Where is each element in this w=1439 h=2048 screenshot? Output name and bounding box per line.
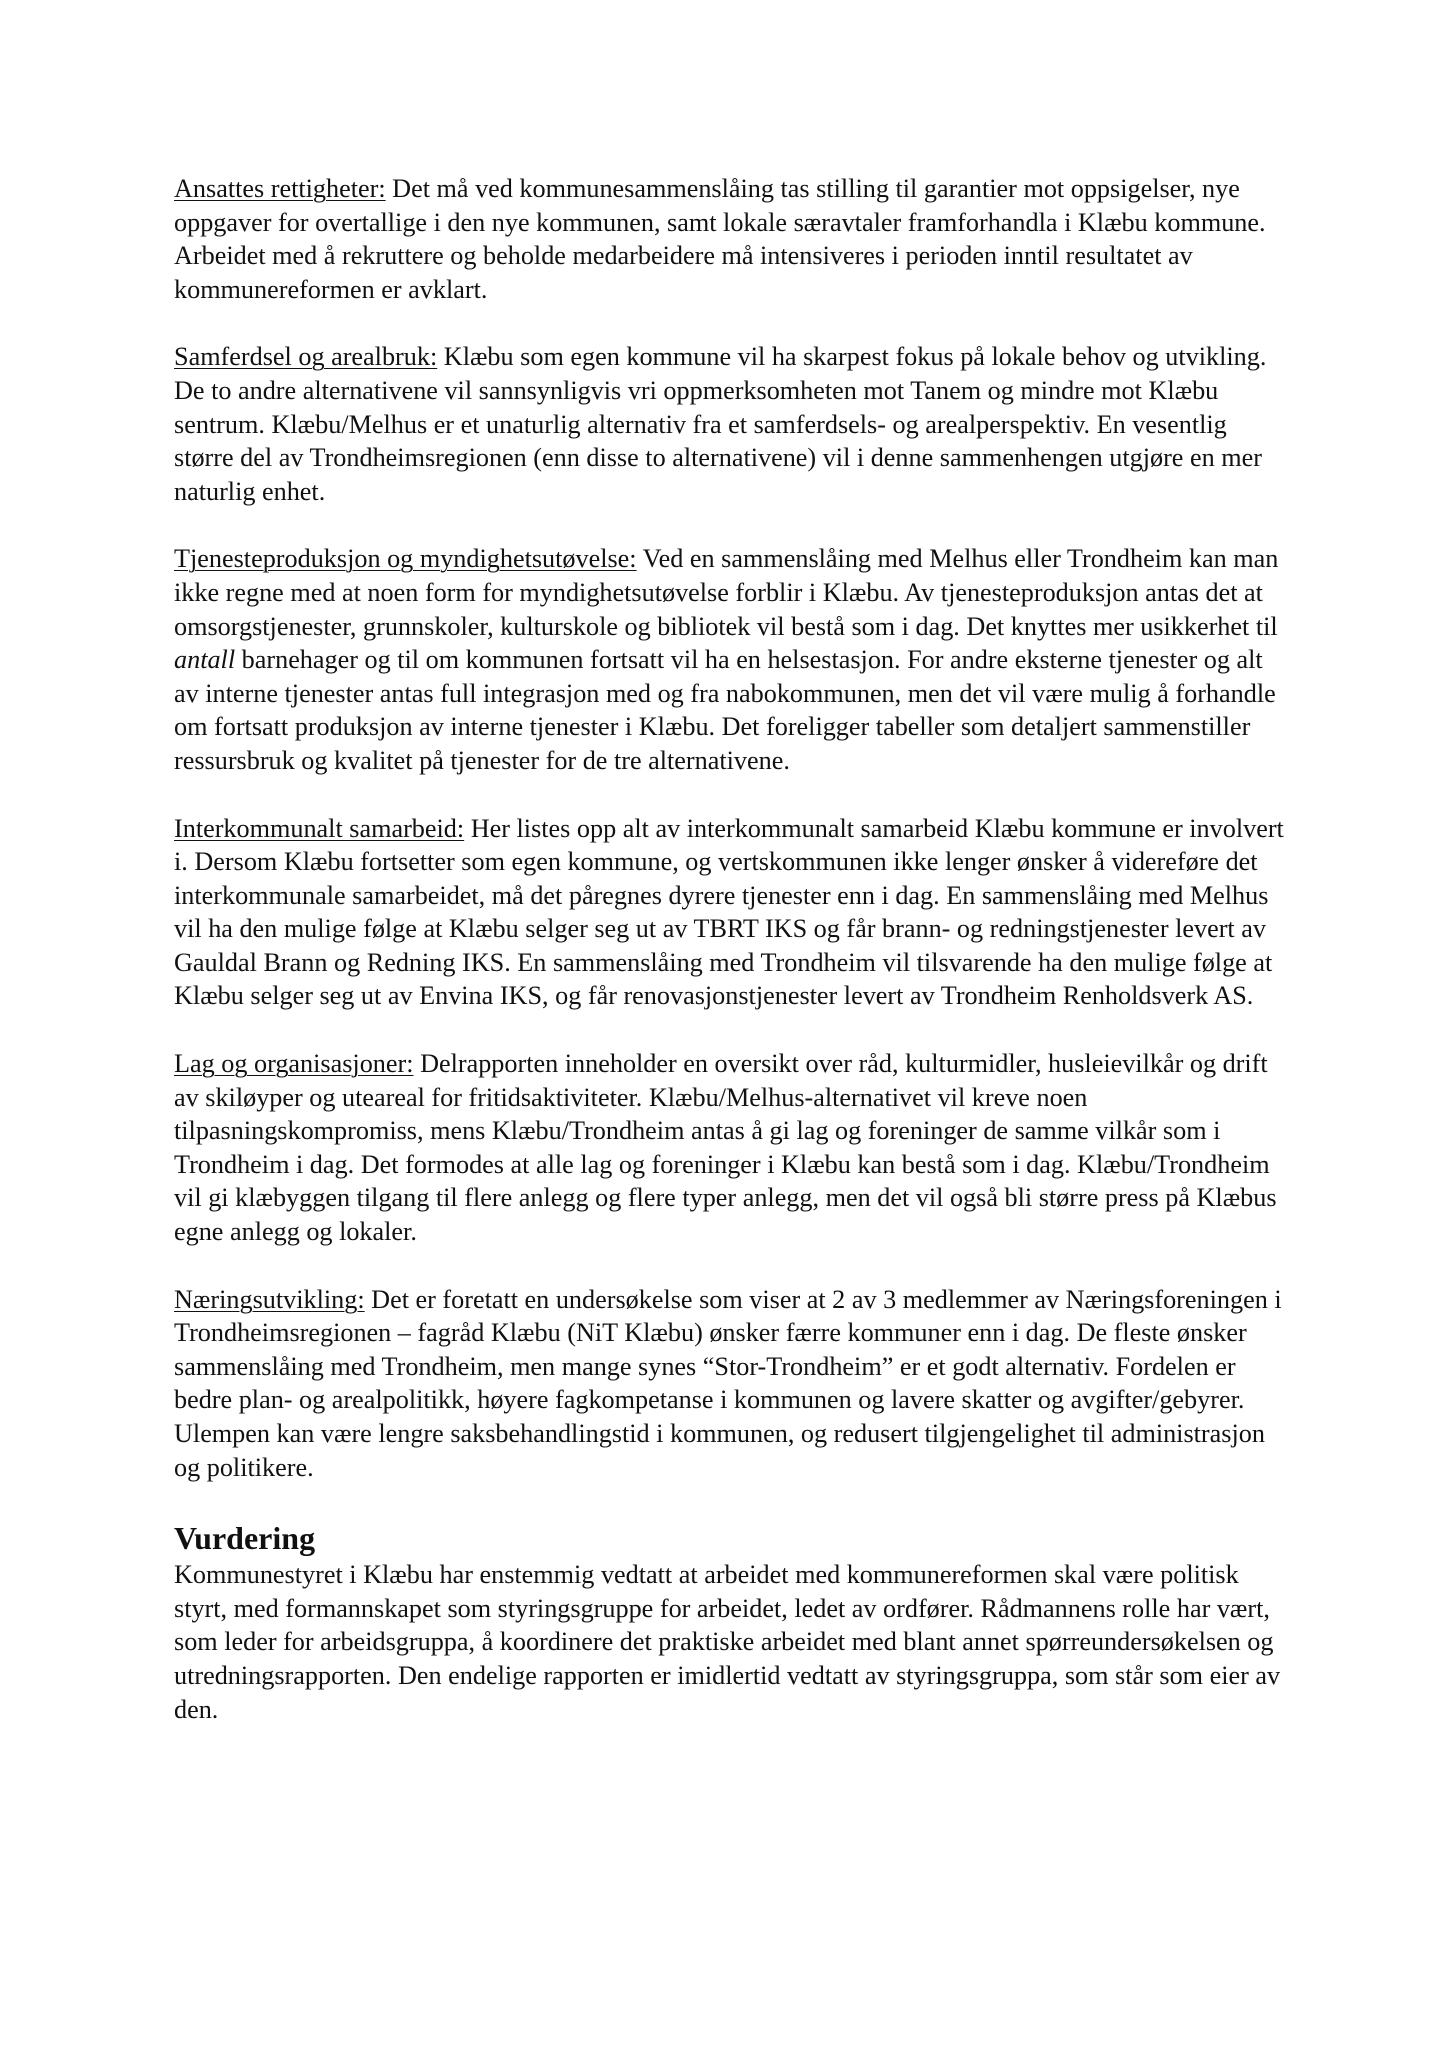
paragraph-vurdering: Kommunestyret i Klæbu har enstemmig vedtatt at arbeidet med kommunereformen skal være politisk styrt, med formannskapet som styringsgruppe for arbeidet, ledet av ordfører. Rådmannens rolle har vært, som leder for arbeidsgruppa, å koordinere det praktiske arbeidet med blant annet spørreundersøkelsen og utredningsrapporten. Den endelige rapporten er imidlertid vedtatt av styringsgruppa, som står som eier av den. <box>174 1560 1281 1724</box>
paragraph-text: Her listes opp alt av interkommunalt samarbeid Klæbu kommune er involvert i. Dersom Klæbu fortsetter som egen kommune, og vertskommunen ikke lenger ønsker å videreføre det interkommunale samarbeidet, må det påregnes dyrere tjenester enn i dag. En sammenslåing med Melhus vil ha den mulige følge at Klæbu selger seg ut av TBRT IKS og får brann- og redningstjenester levert av Gauldal Brann og Redning IKS. En sammenslåing med Trondheim vil tilsvarende ha den mulige følge at Klæbu selger seg ut av Envina IKS, og får renovasjonstjenester levert av Trondheim Renholdsverk AS. <box>174 813 1284 1011</box>
paragraph-ansattes-rettigheter <box>174 172 1284 306</box>
section-label: Lag og organisasjoner: <box>174 1049 414 1079</box>
paragraph-interkommunalt-samarbeid <box>174 812 1284 1014</box>
paragraph-text: Det er foretatt en undersøkelse som viser at 2 av 3 medlemmer av Næringsforeningen i Trondheimsregionen – fagråd Klæbu (NiT Klæbu) ønsker færre kommuner enn i dag. De fleste ønsker sammenslåing med Trondheim, men mange synes “Stor-Trondheim” er et godt alternativ. Fordelen er bedre plan- og arealpolitikk, høyere fagkompetanse i kommunen og lavere skatter og avgifter/gebyrer. Ulempen kan være lengre saksbehandlingstid i kommunen, og redusert tilgjengelighet til administrasjon og politikere. <box>174 1284 1282 1482</box>
section-label: Interkommunalt samarbeid: <box>174 813 465 843</box>
paragraph-tjenesteproduksjon <box>174 542 1284 777</box>
paragraph-text: Det må ved kommunesammenslåing tas stilling til garantier mot oppsigelser, nye oppgaver for overtallige i den nye kommunen, samt lokale særavtaler framforhandla i Klæbu kommune. Arbeidet med å rekruttere og beholde medarbeidere må intensiveres i perioden inntil resultatet av kommunereformen er avklart. <box>174 174 1266 304</box>
paragraph-text: Klæbu som egen kommune vil ha skarpest fokus på lokale behov og utvikling. De to andre alternativene vil sannsynligvis vri oppmerksomheten mot Tanem og mindre mot Klæbu sentrum. Klæbu/Melhus er et unaturlig alternativ fra et samferdsels- og arealperspektiv. En vesentlig større del av Trondheimsregionen (enn disse to alternativene) vil i denne sammenhengen utgjøre en mer naturlig enhet. <box>174 342 1267 506</box>
paragraph-text-continued: barnehager og til om kommunen fortsatt vil ha en helsestasjon. For andre eksterne tjenester og alt av interne tjenester antas full integrasjon med og fra nabokommunen, men det vil være mulig å forhandle om fortsatt produksjon av interne tjenester i Klæbu. Det foreligger tabeller som detaljert sammenstiller ressursbruk og kvalitet på tjenester for de tre alternativene. <box>174 645 1276 775</box>
section-heading: Vurdering <box>174 1520 316 1557</box>
paragraph-samferdsel-og-arealbruk <box>174 340 1284 508</box>
section-label: Samferdsel og arealbruk: <box>174 342 438 372</box>
paragraph-text: Ved en sammenslåing med Melhus eller Trondheim kan man ikke regne med at noen form for myndighetsutøvelse forblir i Klæbu. Av tjenesteproduksjon antas det at omsorgstjenester, grunnskoler, kulturskole og bibliotek vil bestå som i dag. Det knyttes mer usikkerhet til <box>174 544 1279 641</box>
section-label: Tjenesteproduksjon og myndighetsutøvelse: <box>174 544 637 574</box>
paragraph-lag-og-organisasjoner <box>174 1047 1284 1249</box>
document-body <box>174 172 1284 1760</box>
paragraph-naeringsutvikling <box>174 1283 1284 1485</box>
section-label: Næringsutvikling: <box>174 1284 365 1314</box>
emphasized-word: antall <box>174 645 236 675</box>
section-label: Ansattes rettigheter: <box>174 174 386 203</box>
paragraph-text: Delrapporten inneholder en oversikt over råd, kulturmidler, husleievilkår og drift av skiløyper og uteareal for fritidsaktiviteter. Klæbu/Melhus-alternativet vil kreve noen tilpasningskompromiss, mens Klæbu/Trondheim antas å gi lag og foreninger de samme vilkår som i Trondheim i dag. Det formodes at alle lag og foreninger i Klæbu kan bestå som i dag. Klæbu/Trondheim vil gi klæbyggen tilgang til flere anlegg og flere typer anlegg, men det vil også bli større press på Klæbus egne anlegg og lokaler. <box>174 1049 1277 1247</box>
